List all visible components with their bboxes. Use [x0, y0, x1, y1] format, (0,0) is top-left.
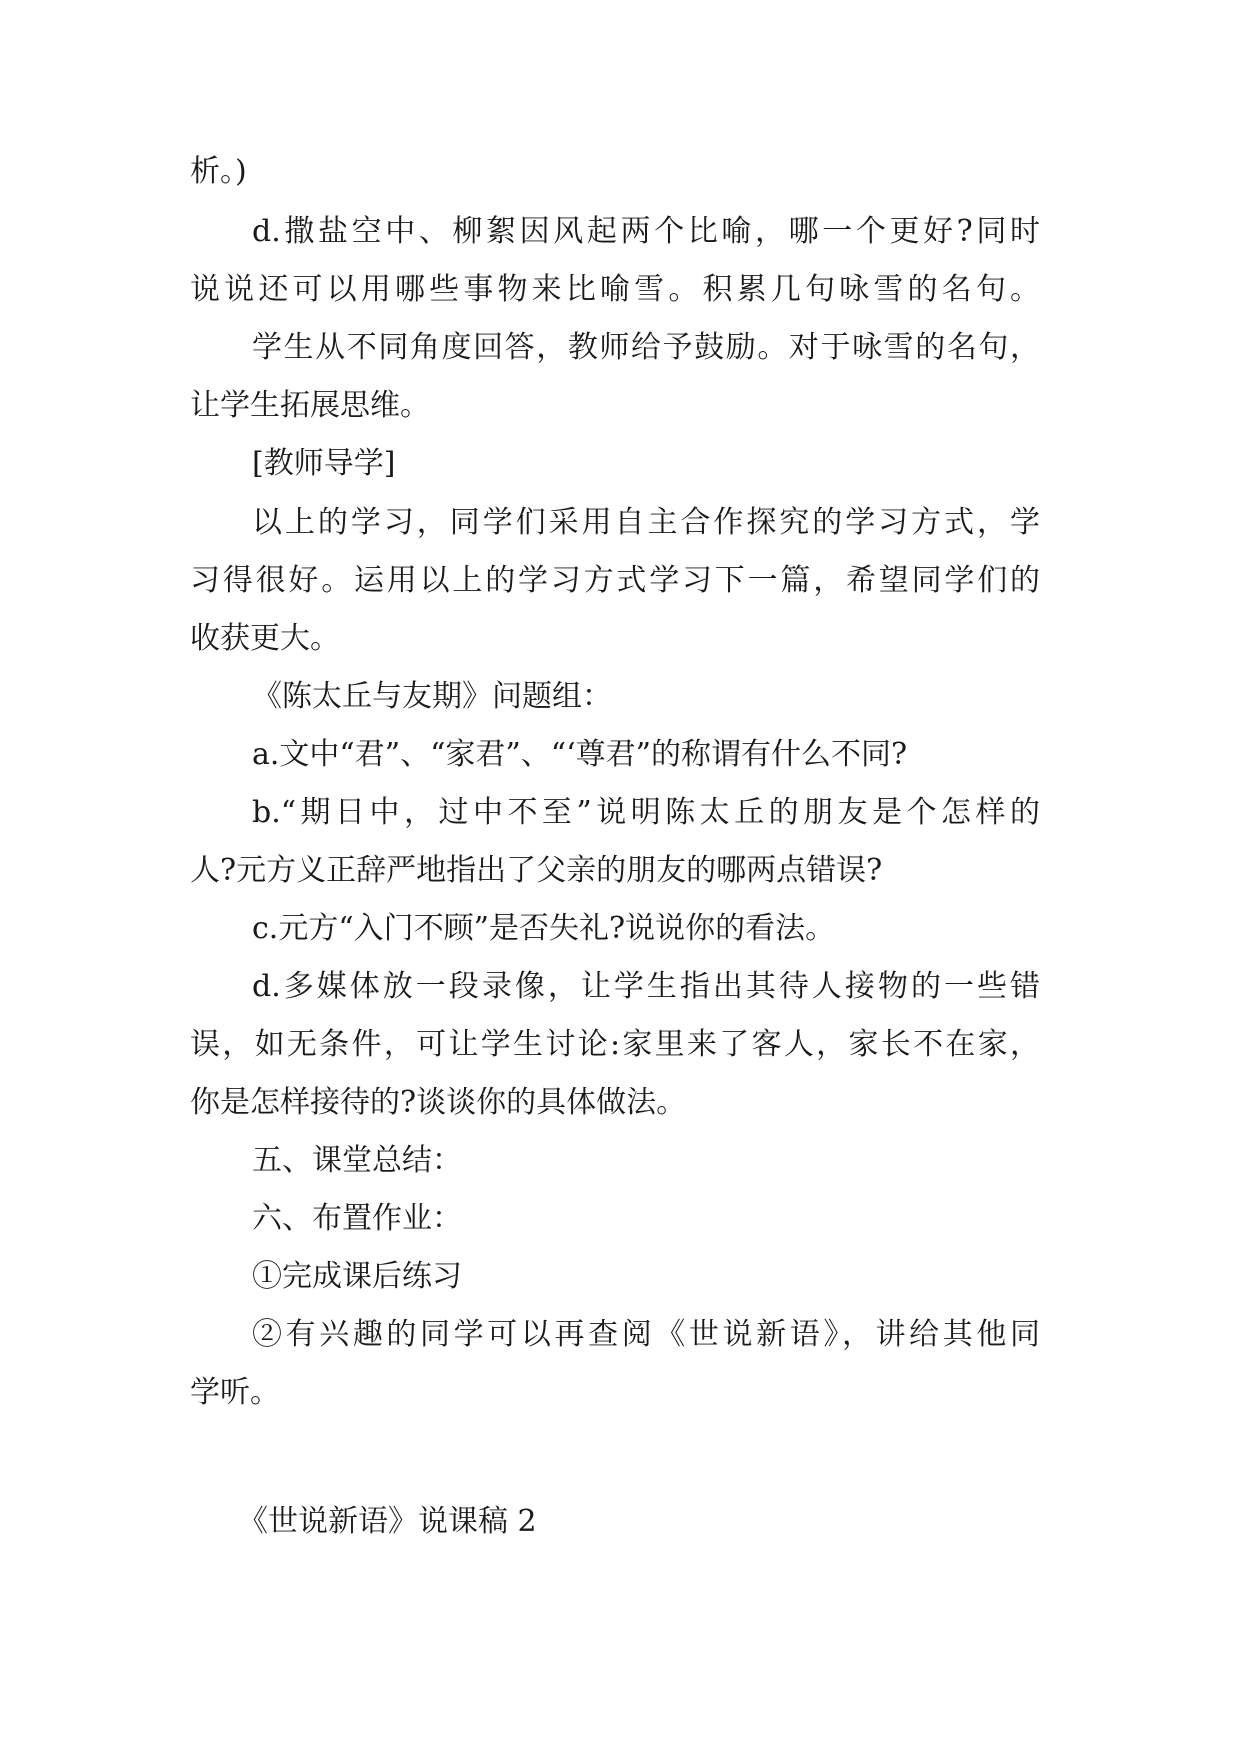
text-line-13: 人?元方义正辞严地指出了父亲的朋友的哪两点错误? [190, 853, 883, 888]
text-line-22: 学听。 [190, 1375, 280, 1410]
text-line-15: d.多媒体放一段录像，让学生指出其待人接物的一些错 [252, 969, 1040, 1004]
document-title: 《世说新语》说课稿 2 [238, 1504, 537, 1539]
section-heading-homework: 六、布置作业： [252, 1201, 462, 1236]
text-line-16: 误，如无条件，可让学生讨论:家里来了客人，家长不在家， [190, 1027, 1040, 1062]
text-line-4: 学生从不同角度回答，教师给予鼓励。对于咏雪的名句， [252, 330, 1040, 365]
section-heading-teacher-guide: [教师导学] [252, 446, 396, 481]
text-line-10: 《陈太丘与友期》问题组： [252, 679, 612, 714]
text-line-2: d.撒盐空中、柳絮因风起两个比喻，哪一个更好?同时 [252, 214, 1040, 249]
text-line-5: 让学生拓展思维。 [190, 388, 430, 423]
text-line-14: c.元方“入门不顾”是否失礼?说说你的看法。 [252, 911, 836, 946]
text-line-20: ①完成课后练习 [252, 1259, 462, 1294]
text-line-1: 析。) [190, 154, 247, 189]
text-line-3: 说说还可以用哪些事物来比喻雪。积累几句咏雪的名句。 [190, 272, 1040, 307]
text-line-21: ②有兴趣的同学可以再查阅《世说新语》，讲给其他同 [252, 1317, 1040, 1352]
section-heading-summary: 五、课堂总结： [252, 1143, 462, 1178]
text-line-9: 收获更大。 [190, 621, 340, 656]
text-line-7: 以上的学习，同学们采用自主合作探究的学习方式，学 [252, 505, 1040, 540]
text-line-11: a.文中“君”、“家君”、“‘尊君”的称谓有什么不同? [252, 737, 908, 772]
text-line-17: 你是怎样接待的?谈谈你的具体做法。 [190, 1085, 687, 1120]
text-line-12: b.“期日中，过中不至”说明陈太丘的朋友是个怎样的 [252, 795, 1040, 830]
text-line-8: 习得很好。运用以上的学习方式学习下一篇，希望同学们的 [190, 563, 1040, 598]
